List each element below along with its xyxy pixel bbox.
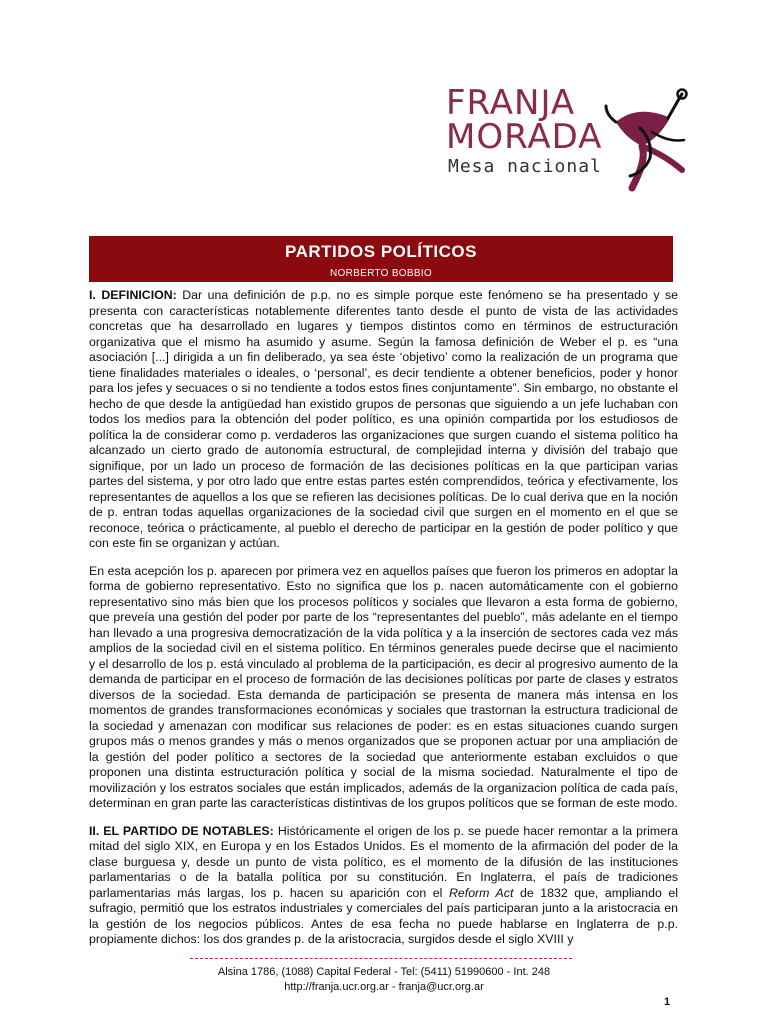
paragraph-text: Dar una definición de p.p. no es simple porque este fenómeno se ha presentado y se presenta con características notablemente diferentes tanto desde el punto de vista de las actividades concretas que ha desarrollado en lugares y tiempos distintos como en términos de estructuración organizativa que el mismo ha asumido y asume. Según la famosa definición de Weber el p. es “una asociación [...] dirigida a un fin deliberado, ya sea éste ‘objetivo’ como la realización de un programa que tiene finalidades materiales o ideales, o ‘personal’, es decir tendiente a obtener beneficios, poder y honor para los jefes y secuaces o si no tendiente a todos estos fines conjuntamente”. Sin embargo, no obstante el hecho de que desde la antigüedad han existido grupos de personas que siguiendo a un jefe luchaban con todos los medios para la obtención del poder político, es una opinión compartida por los estudiosos de política la de considerar como p. verdaderos las organizaciones que surgen cuando el sistema político ha alcanzado un cierto grado de autonomía estructural, de complejidad interna y división del trabajo que signifique, por un lado un proceso de formación de las decisiones políticas en la que participan varias partes del sistema, y por otro lado que entre estas partes estén comprendidos, teórica y efectivamente, los representantes de aquellos a los que se refieren las decisiones políticas. De lo cual deriva que en la noción de p. entran todas aquellas organizaciones de la sociedad civil que surgen en el momento en el que se reconoce, teórica o prácticamente, al pueblo el derecho de participar en la gestión de poder político y que con este fin se organizan y actúan. bbox=[89, 288, 678, 550]
section-heading-notables: II. EL PARTIDO DE NOTABLES: bbox=[89, 823, 274, 838]
page-title: PARTIDOS POLÍTICOS bbox=[285, 242, 477, 261]
paragraph-partido-de-notables bbox=[89, 824, 678, 948]
franja-morada-logo bbox=[446, 83, 696, 196]
logo-line-2: MORADA bbox=[446, 117, 603, 157]
author-name: NORBERTO BOBBIO bbox=[330, 268, 432, 279]
reform-act-emphasis: Reform Act bbox=[448, 885, 514, 900]
page-number: 1 bbox=[664, 996, 671, 1008]
logo-line-1: FRANJA bbox=[446, 83, 576, 123]
document-title-band bbox=[89, 236, 673, 282]
dancing-figure-icon bbox=[602, 88, 694, 192]
paragraph-acepcion bbox=[89, 564, 678, 812]
footer-divider bbox=[190, 958, 572, 959]
section-heading-definicion: I. DEFINICION: bbox=[89, 288, 177, 302]
footer-address: Alsina 1786, (1088) Capital Federal - Tel: (5411) 51990600 - Int. 248 bbox=[217, 966, 551, 978]
paragraph-text: En esta acepción los p. aparecen por primera vez en aquellos países que fueron los primeros en adoptar la forma de gobierno representativo. Esto no significa que los p. nacen automáticamente con el gobierno representativo sino más bien que los procesos políticos y sociales que llevaron a esta forma de gobierno, que preveía una gestión del poder por parte de los “representantes del pueblo”, más adelante en el tiempo han llevado a una progresiva democratización de la vida política y a la inserción de sectores cada vez más amplios de la sociedad civil en el sistema político. En términos generales puede decirse que el nacimiento y el desarrollo de los p. está vinculado al problema de la participación, es decir al progresivo aumento de la demanda de participar en el proceso de formación de las decisiones políticas por parte de clases y estratos diversos de la sociedad. Esta demanda de participación se presenta de manera más intensa en los momentos de grandes transformaciones económicas y sociales que trastornan la estructura tradicional de la sociedad y amenazan con modificar sus relaciones de poder: es en estas situaciones cuando surgen grupos más o menos grandes y más o menos organizados que se proponen actuar por una ampliación de la gestión del poder político a sectores de la sociedad que anteriormente estaban excluidos o que proponen una distinta estructuración política y social de la misma sociedad. Naturalmente el tipo de movilización y los estratos sociales que están implicados, además de la organizacion política de cada país, determinan en gran parte las características distintivas de los grupos políticos que se forman de este modo. bbox=[89, 563, 678, 810]
document-body bbox=[89, 288, 678, 960]
footer-contact: http://franja.ucr.org.ar - franja@ucr.org.ar bbox=[284, 981, 484, 993]
paragraph-text: Históricamente el origen de los p. se puede hacer remontar a la primera mitad del siglo XIX, en Europa y en los Estados Unidos. Es el momento de la afirmación del poder de la clase burguesa y, desde un punto de vista político, es el momento de la difusión de las instituciones parlamentarias o de la batalla política por su constitución. En Inglaterra, el país de tradiciones parlamentarias más largas, los p. hacen su aparición con el bbox=[89, 823, 679, 900]
logo-subtitle: Mesa nacional bbox=[448, 156, 602, 177]
paragraph-text: de 1832 que, ampliando el sufragio, permitió que los estratos industriales y comerciales del país participaran junto a la aristocracia en la gestión de los negocios públicos. Antes de esa fecha no puede hablarse en Inglaterra de p.p. propiamente dichos: los dos grandes p. de la aristocracia, surgidos desde el siglo XVIII y bbox=[89, 885, 678, 946]
paragraph-definicion bbox=[89, 288, 678, 552]
